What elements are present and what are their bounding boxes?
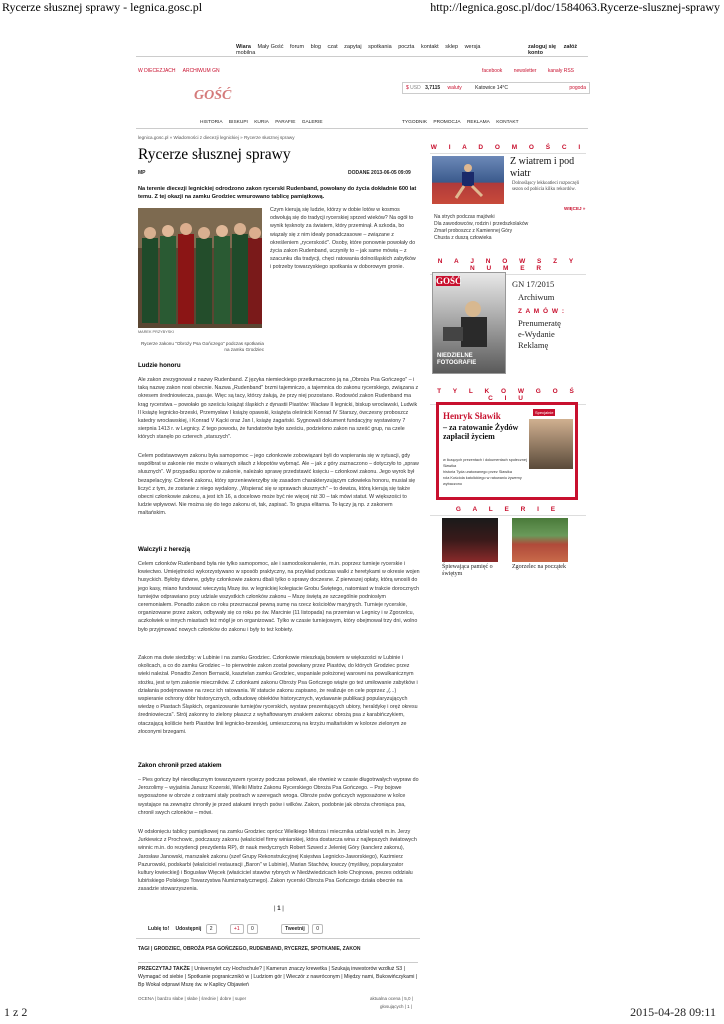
also-read: PRZECZYTAJ TAKŻE | Uniwersytet czy Hochschule? | Kamerun znaczy krewetka | Szukają inwestorów wzdłuż S3 | Wymagać od siebie | Spotkanie pogranicznikó w | Ludziom gór | Wieczór z nawróconym | Między nami, Bukowińczykami | Bp Wokal odprawi Mszę św. w Kaplicy Objawień xyxy=(138,962,418,989)
news-item[interactable]: Dla zawodowców, rodzin i przedszkolaków xyxy=(434,221,529,227)
order-list xyxy=(518,318,561,351)
sub-nav-right xyxy=(482,68,574,74)
magazine-cover[interactable] xyxy=(432,272,506,374)
gallery-thumb xyxy=(442,518,498,562)
print-header-title: Rycerze słusznej sprawy - legnica.gosc.pl xyxy=(2,0,203,14)
nav-parafie[interactable]: PARAFIE xyxy=(275,120,296,125)
gallery-section-title: G A L E R I E xyxy=(430,506,586,516)
archive-link[interactable]: Archiwum xyxy=(518,292,555,302)
breadcrumb[interactable]: legnica.gosc.pl » Wiadomości z diecezji legnickiej » Rycerze słusznej sprawy xyxy=(138,135,295,140)
section-paragraph: Zakon ma dwie siedziby: w Lubinie i na zamku Grodziec. Członkowie mieszkają bowiem w większości w Lubinie i okolicach, a co do zamku Grodziec – to pierwotnie zakon został powołany przez Piastów, do których Grodziec przez wieki należał. Ponadto Zenon Bernacki, kasztelan zamku Grodziec, wspaniale położonej warowni na powulkanicznym stożku, jest w tym zakonie mieczników. Z członkami zakonu Obroży Psa Gończego wiąże go też umiłowanie zabytków i działania podejmowane na rzecz ich ratowania. W statucie zakonu zapisano, że realizuje on cele poprzez „(...) wspieranie ochrony dóbr historycznych, odbudowę obiektów historycznych, wydawanie publikacji popularyzujących wiedzę o Piastach Śląskich, organizowanie turniejów rycerskich, wystaw prezentujących ubiory, heraldykę i oręż okresu średniowiecza". Strój zakonny to zielony płaszcz z wyhaftowanym znakiem zakonu: obrożą psa z karabińczykiem, otaczającą kolišcie herb Piastów linii legnicko-brzeskiej, umieszczoną na krzyżu maltańskim w kolorze zielonym ze złoconymi brzegami. xyxy=(138,655,418,735)
news-list xyxy=(434,214,528,242)
photo-credit: MAREK PRZYBYSKI xyxy=(138,330,174,334)
top-nav-sklep[interactable]: sklep xyxy=(445,44,459,50)
order-ad[interactable]: Reklamę xyxy=(518,340,549,350)
news-sub: Dolnośląscy lekkoatleci rozpoczęli sezon od pobicia kilku rekordów. xyxy=(512,181,580,192)
pagination-page[interactable]: 1 xyxy=(277,906,281,912)
knights-photo xyxy=(138,208,262,328)
article-photo xyxy=(138,208,262,328)
order-ewydanie[interactable]: e-Wydanie xyxy=(518,329,555,339)
top-nav-forum[interactable]: forum xyxy=(289,44,305,50)
pagination-bar: | xyxy=(280,906,284,912)
section-paragraph: W odsłonięciu tablicy pamiątkowej na zamku Grodziec oprócz Wielkiego Mistrza i miecznika udział wzięli m.in. Jerzy Jurkiewicz z Prochowic, podczaszy zakonu (właściciel firmy winiarskiej, która dostarcza wina z najlepszych światowych winnic m.in. do rezydencji prezydenta RP), dr nauk medycznych Robert Szwed z Jeleniej Góry (kanclerz zakonu), Jarosław Janowski, marszałek zakonu (szef Grupy Rekonstrukcyjnej Księstwa Legnicko-Jaworskiego), Kazimierz Pazurowski, podskarbi (właściciel restauracji „Baron" w Lubinie), Marian Stachów, łowczy (myśliwy, popularyzator kultury łowieckiej) i Bogusław Więcek (właściciel stawów rybnych w Niedźwiedzicach koło Chojnowa, prezes oddziału lubińskiego Polskiego Towarzystwa Numizmatycznego). Zakon rycerski Obroża Psa Gończego działa obecnie na zasadzie stowarzyszenia. xyxy=(138,829,417,893)
news-item[interactable]: Chusta z duszą człowieka xyxy=(434,235,492,241)
promo-headline: – za ratowanie Żydów zapłacił życiem xyxy=(443,423,519,441)
main-nav-right xyxy=(402,120,519,125)
tags-list[interactable]: GRODZIEC, OBROŻA PSA GOŃCZEGO, RUDENBAND, RYCERZE, SPOTKANIE, ZAKON xyxy=(153,946,361,952)
section-paragraph: Celem podstawowym zakonu była samopomoc – jego członkowie zobowiązani byli do wspierania się w sytuacji, gdy współbrat w zakonie nie może o własnych siłach z kłopotów wybrnąć. Ale – jak z góry zaznaczono – dotyczyło to „spraw słusznych". W przypadku sporów w zakonie, należało sprawę przedstawić księciu – członkowi zakonu. Jego wyrok był bezapelacyjny. Członek zakonu, który sprzeniewierzyłby się zasadom charakteryzującym człowieka honoru, musiał się liczyć z tym, że zostanie z niego wydalony. „Wspierać się w sprawach słusznych" – to dewiza, którą kierują się także obecni członkowie zakonu, a jest ich 16, a docelowo może być nie więcej niż 30 – tak mówi statut. W większości to ludzie wpływowi. Nie można się do tego zakonu ot, tak, zapisać. To grupa elitarna. To łączy ją np. z zakonem maltańskim. xyxy=(138,453,419,517)
top-nav-poczta[interactable]: poczta xyxy=(398,44,415,50)
social-bar xyxy=(148,924,323,934)
newsletter-link[interactable]: newsletter xyxy=(513,68,537,74)
tags: TAGI | GRODZIEC, OBROŻA PSA GOŃCZEGO, RUDENBAND, RYCERZE, SPOTKANIE, ZAKON xyxy=(138,946,361,952)
only-section-title: T Y L K O W G O Ś C I U xyxy=(430,388,586,405)
news-more-link[interactable]: WIĘCEJ » xyxy=(564,206,586,211)
print-header-url: http://legnica.gosc.pl/doc/1584063.Rycerze-slusznej-sprawy xyxy=(430,0,720,14)
nav-reklama[interactable]: REKLAMA xyxy=(466,120,490,125)
divider xyxy=(136,128,588,129)
currency-label: $ xyxy=(406,85,411,91)
promo-photo xyxy=(529,419,573,469)
divider xyxy=(136,938,420,939)
promo-bullet: w liczących prezentach i dokumentach społecznej Sławika xyxy=(443,458,527,468)
article-intro: Czym kierują się ludzie, którzy w dobie lotów w kosmos odwołują się do tradycji rycerskiej sprzed wieków? Na ogół to wynik tęsknoty za światem, który przeminął. A szkoda, bo wiązały się z nim ideały ponadczasowe – związane z określeniem „rycerskość". Osoby, które ponownie powołały do życia zakon Rudenband, uczyniły to – jak same mówią – z szacunku dla tradycji, chęci ratowania dolnośląskich zabytków i potrzeby towarzyskiego spotkania w doborowym gronie. xyxy=(270,207,416,271)
top-nav-mobile[interactable]: wersja mobilna xyxy=(236,44,481,56)
site-logo[interactable]: GOŚĆ xyxy=(194,88,232,103)
sub-nav-archiwum[interactable]: ARCHIWUM GN xyxy=(182,68,220,74)
order-subscription[interactable]: Prenumeratę xyxy=(518,318,561,328)
currency-value: 3,7115 xyxy=(425,85,441,91)
gallery-caption: Śpiewająca pamięć o świętym xyxy=(442,564,493,577)
gallery-thumb xyxy=(512,518,568,562)
tweet-count: 0 xyxy=(312,924,323,934)
news-headline[interactable]: Z wiatrem i pod wiatr xyxy=(510,156,575,179)
share-count: 2 xyxy=(206,924,217,934)
gallery-item[interactable] xyxy=(512,518,568,571)
photo-caption: Rycerze zakonu "Obroży Psa Gończego" podczas spotkania na zamku Grodziec xyxy=(140,341,264,352)
main-nav-left xyxy=(200,120,323,125)
rss-link[interactable]: kanały RSS xyxy=(547,68,574,74)
top-nav-spotkania[interactable]: spotkania xyxy=(368,44,392,50)
rating-current: aktualna ocena | 5,0 | xyxy=(370,996,413,1001)
news-photo xyxy=(432,156,504,204)
top-nav xyxy=(236,44,496,56)
promo-bullets xyxy=(443,457,529,487)
sub-nav-left xyxy=(138,68,220,74)
newest-section-title: N A J N O W S Z Y N U M E R xyxy=(430,258,586,275)
runner-icon xyxy=(432,156,504,204)
cover-headline: NIEDZIELNE FOTOGRAFIE xyxy=(437,353,477,366)
pagination-bar: | xyxy=(274,906,278,912)
article-lead: Na terenie diecezji legnickiej odrodzono zakon rycerski Rudenband, powołany do życia dokładnie 600 lat temu. Z tej okazji na zamku Grodziec wmurowano tablicę pamiątkową. xyxy=(138,186,417,200)
nav-kuria[interactable]: KURIA xyxy=(254,120,269,125)
promo-banner[interactable] xyxy=(436,402,578,500)
promo-bullet: rola Kościoła katolickiego w ratowaniu żywemy wybaczono xyxy=(443,476,522,486)
nav-historia[interactable]: HISTORIA xyxy=(200,120,223,125)
gplus-count: 0 xyxy=(247,924,258,934)
news-section-title: W I A D O M O Ś C I xyxy=(430,144,586,154)
top-nav-kontakt[interactable]: kontakt xyxy=(420,44,439,50)
news-item[interactable]: Na strych podczas majówki xyxy=(434,214,495,220)
nav-tygodnik[interactable]: TYGODNIK xyxy=(402,120,428,125)
register-link[interactable]: załóż konto xyxy=(528,44,578,56)
also-read-links[interactable]: Uniwersytet czy Hochschule? | Kamerun znaczy krewetka | Szukają inwestorów wzdłuż S3 | Wymagać od siebie | Spotkanie pogranicznikó w | Ludziom gór | Wieczór z nawróconym | Między nami, Bukowińczykami | Bp Wokal odprawi Mszę św. w Kaplicy Objawień xyxy=(138,966,418,988)
nav-biskupi[interactable]: BISKUPI xyxy=(228,120,248,125)
currency-name: USD xyxy=(410,85,421,91)
sub-nav-diecezje[interactable]: W DIECEZJACH xyxy=(138,68,176,74)
facebook-link[interactable]: facebook xyxy=(482,68,503,74)
cover-logo: GOŚĆ xyxy=(436,276,462,286)
nav-promocja[interactable]: PROMOCJA xyxy=(433,120,461,125)
auth-links xyxy=(528,44,588,56)
section-paragraph: Celem członków Rudenband była nie tylko samopomoc, ale i samodoskonalenie, m.in. poprzez turnieje rycerskie i łowiectwo. Umiejętności wykorzystywano w sposób praktyczny, na przykład podczas walki z heretykami w okresie wojen husyckich. Byłoby dziwne, gdyby członkowie zakonu dbali tylko o sprawy doczesne. Z pierwszej opłaty, którą wnosili do jego kasy, miano fundować wieczystą Mszę św. w legnickiej kolegiacie Grobu Świętego, natomiast w trakcie dorocznych turniejów odprawiano przy udziale wszystkich członków zakonu – Mszę świętą ze szczególnie podniosłym ceremoniałem. Ponadto zakon co roku przeznaczał pewną sumę na rzecz kościołów maryjnych. Turnieje rycerskie, organizowane przez zakon, odbywały się co roku po św. Marcinie (11 listopada) na przemian w Legnicy i w Zgorzelcu, aczkolwiek w innych miastach też mógł je on organizować. Tylko w czasie turniejowym, który obejmował trzy dni, wolno było przyjmować nowych członków do zakonu i były to też kobiety. xyxy=(138,561,420,633)
gallery-caption: Zgorzelec na początek xyxy=(512,564,566,570)
author: MP xyxy=(138,170,146,176)
order-label: Z A M Ó W : xyxy=(518,308,565,315)
weather: Katowice 14°C xyxy=(475,85,508,91)
votes: głosujących | 1 | xyxy=(380,1004,413,1009)
nav-kontakt[interactable]: KONTAKT xyxy=(496,120,519,125)
issue-number[interactable]: GN 17/2015 xyxy=(512,279,555,289)
weather-link[interactable]: pogoda xyxy=(569,85,586,91)
gallery-item[interactable] xyxy=(442,518,498,578)
date: DODANE 2013-06-05 09:09 xyxy=(348,170,411,176)
section-heading: Walczyli z herezją xyxy=(138,546,191,553)
login-link[interactable]: zaloguj się xyxy=(528,44,557,50)
also-read-label: PRZECZYTAJ TAKŻE xyxy=(138,966,190,972)
pagination xyxy=(274,906,284,912)
section-heading: Ludzie honoru xyxy=(138,362,181,369)
page-content xyxy=(136,40,588,1009)
promo-badge: Specjalnie xyxy=(535,410,554,415)
share-button[interactable]: Udostępnij xyxy=(175,926,202,932)
currency-link[interactable]: waluty xyxy=(447,85,462,91)
ticker xyxy=(402,82,590,94)
promo-name: Henryk Sławik xyxy=(443,411,501,421)
section-paragraph: – Pies gończy był nieodłącznym towarzyszem rycerzy podczas polowań, ale również w czasie długotrwałych wypraw do Jerozolimy – wyjaśnia Janusz Kozerski, Wielki Mistrz Zakonu Rycerskiego Obroża Psa Gończego. – Psy bojowe wyposażone w obroże z ostrzami stały postrach w szeregach wroga. Obroże psów gończych wyposażone w kolce wystające na zewnątrz chroniły je przed atakami innych psów i wilków. Zakon, podobnie jak obroża chroniąca psa, chronił swych członków – mówi. xyxy=(138,777,419,816)
like-button[interactable]: Lubię to! xyxy=(148,926,170,932)
top-nav-czat[interactable]: czat xyxy=(327,44,338,50)
top-nav-zapytaj[interactable]: zapytaj xyxy=(344,44,362,50)
section-heading: Zakon chronił przed atakiem xyxy=(138,762,222,769)
rating[interactable]: OCENA | bardzo słabe | słabe | średnie | dobre | super xyxy=(138,996,247,1001)
top-nav-blog[interactable]: blog xyxy=(310,44,321,50)
tweet-button[interactable]: Tweetnij xyxy=(281,924,309,934)
divider xyxy=(136,56,588,57)
tags-label: TAGI xyxy=(138,946,150,952)
print-footer-timestamp: 2015-04-28 09:11 xyxy=(630,1005,716,1019)
top-nav-maly-gosc[interactable]: Mały Gość xyxy=(257,44,284,50)
page-title: Rycerze słusznej sprawy xyxy=(138,146,291,163)
nav-galerie[interactable]: GALERIE xyxy=(301,120,323,125)
news-item[interactable]: Zmarł proboszcz z Kamiennej Góry xyxy=(434,228,513,234)
gplus-button[interactable]: +1 xyxy=(230,924,244,934)
top-nav-wiara[interactable]: Wiara xyxy=(236,44,251,50)
print-footer-page: 1 z 2 xyxy=(4,1005,28,1019)
promo-bullet: historia Tyda uratowanego przez Sławika xyxy=(443,470,512,474)
section-paragraph: Ale zakon zrezygnował z nazwy Rudenband. Z języka niemieckiego przetłumaczono ją na „Obroża Psa Gończego" – i taką nazwę zakon nosi obecnie. Nazwa „Rudenband" brzmi tajemniczo, a tajemnica do zakonu rycerskiego, związana z okresem średniowiecza, pasuje. Więc są tacy, którzy żałują, że przy niej pozostano. Rodowód zakon Rudenband ma krąg rycerstwa – powołało go sześciu książąt śląskich z dynastii Piastów: Wacław II legnicki, biskup wrocławski, Ludwik II książę legnicko-brzeski, Przemysław I książę opawski, książęta oleśnicki Konrad IV Starszy, ówczesny proboszcz katedry wrocławskiej, i Konrad V Kącki oraz Jan I, książę żagański. Sygnowali dokument fundacyjny wystawiony 7 sierpnia 1413 r. w Legnicy. Z tego powodu, że fundatorów było sześciu, podzielono zakon na sześć grup, na czele których stanęło po czterech „starszych". xyxy=(138,377,419,441)
